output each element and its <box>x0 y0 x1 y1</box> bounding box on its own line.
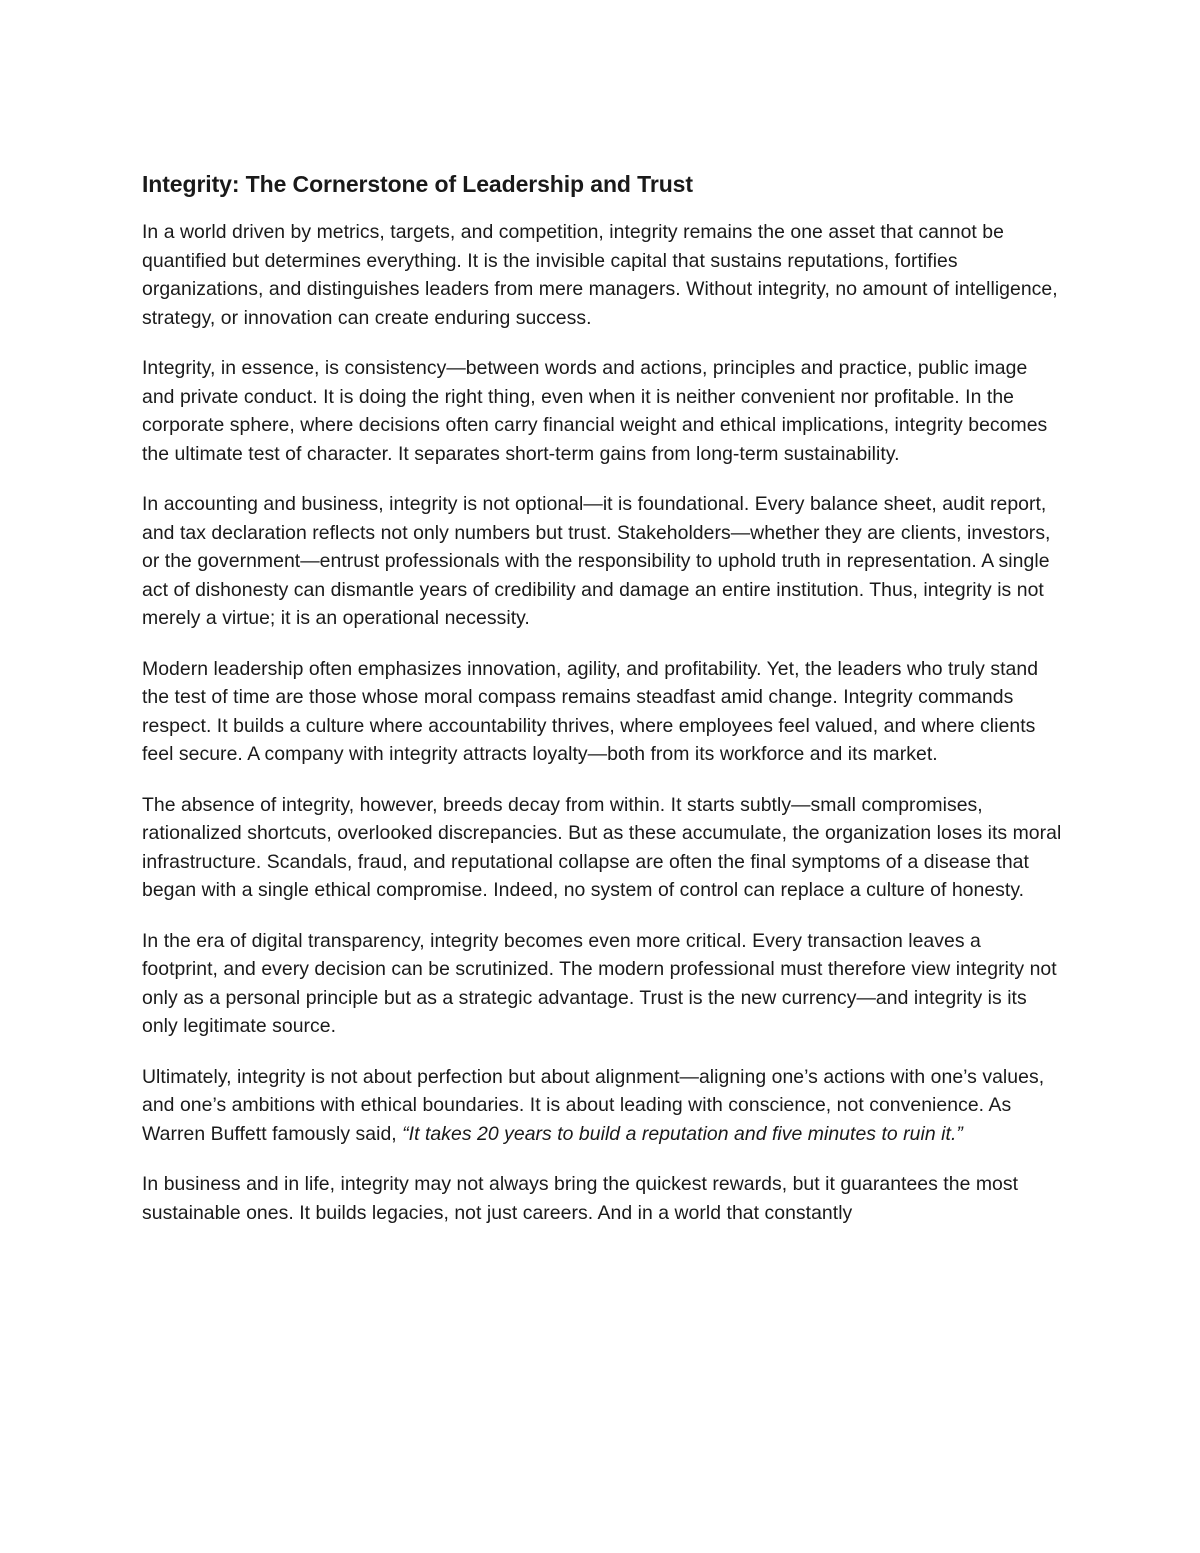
paragraph-7-text: Ultimately, integrity is not about perfection but about alignment—aligning one’s actions with one’s values, and one’s ambitions with ethical boundaries. It is about leading with conscience, not convenience. As Warren Buffett famously said, <box>142 1065 1045 1145</box>
paragraph-4: Modern leadership often emphasizes innovation, agility, and profitability. Yet, the leaders who truly stand the test of time are those whose moral compass remains steadfast amid change. Integrity commands respect. It builds a culture where accountability thrives, where employees feel valued, and where clients feel secure. A company with integrity attracts loyalty—both from its workforce and its market. <box>142 657 1039 765</box>
paragraph-5: The absence of integrity, however, breeds decay from within. It starts subtly—small compromises, rationalized shortcuts, overlooked discrepancies. But as these accumulate, the organization loses its moral infrastructure. Scandals, fraud, and reputational collapse are often the final symptoms of a disease that began with a single ethical compromise. Indeed, no system of control can replace a culture of honesty. <box>142 793 1062 901</box>
paragraph-8: In business and in life, integrity may not always bring the quickest rewards, but it guarantees the most sustainable ones. It builds legacies, not just careers. And in a world that constantly <box>142 1173 1019 1224</box>
paragraph-2: Integrity, in essence, is consistency—between words and actions, principles and practice, public image and private conduct. It is doing the right thing, even when it is neither convenient nor profitable. In the corporate sphere, where decisions often carry financial weight and ethical implications, integrity becomes the ultimate test of character. It separates short-term gains from long-term sustainability. <box>142 357 1048 465</box>
paragraph-1: In a world driven by metrics, targets, and competition, integrity remains the one asset that cannot be quantified but determines everything. It is the invisible capital that sustains reputations, fortifies organizations, and distinguishes leaders from mere managers. Without integrity, no amount of intelligence, strategy, or innovation can create enduring success. <box>142 221 1058 329</box>
document-page <box>142 168 1062 1249</box>
paragraph-3: In accounting and business, integrity is not optional—it is foundational. Every balance sheet, audit report, and tax declaration reflects not only numbers but trust. Stakeholders—whether they are clients, investors, or the government—entrust professionals with the responsibility to uphold truth in representation. A single act of dishonesty can dismantle years of credibility and damage an entire institution. Thus, integrity is not merely a virtue; it is an operational necessity. <box>142 493 1051 629</box>
document-title: Integrity: The Cornerstone of Leadership and Trust <box>142 171 693 197</box>
paragraph-6: In the era of digital transparency, integrity becomes even more critical. Every transaction leaves a footprint, and every decision can be scrutinized. The modern professional must therefore view integrity not only as a personal principle but as a strategic advantage. Trust is the new currency—and integrity is its only legitimate source. <box>142 929 1057 1037</box>
paragraph-7 <box>142 1063 1062 1149</box>
buffett-quote: “It takes 20 years to build a reputation and five minutes to ruin it.” <box>402 1122 963 1145</box>
